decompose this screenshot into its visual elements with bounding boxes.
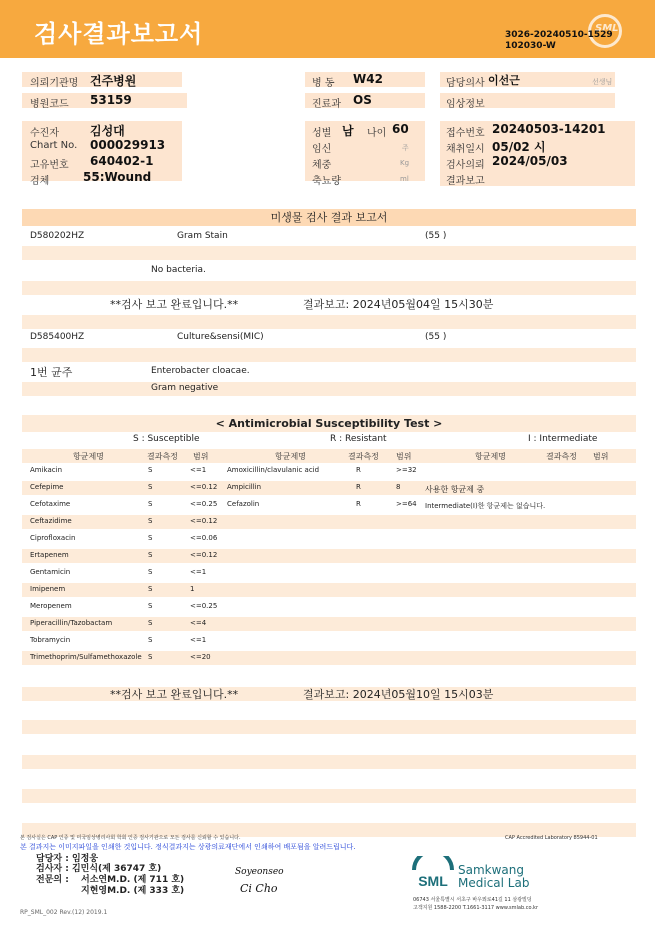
urine-label: 축뇨량 (312, 176, 341, 187)
ast-drug: Piperacillin/Tazobactam (30, 619, 113, 627)
receipt-label: 접수번호 (446, 128, 485, 139)
ast-drug: Gentamicin (30, 568, 71, 576)
signature-1: Soyeonseo (235, 867, 284, 877)
ast-mic: >=64 (396, 500, 417, 508)
receipt-no: 20240503-14201 (492, 122, 606, 136)
hospital-code-label: 병원코드 (30, 99, 69, 110)
organism-gram: Gram negative (151, 383, 219, 393)
hospital-code: 53159 (90, 93, 132, 107)
ast-mic: <=0.12 (190, 483, 218, 491)
urine-unit: ml (400, 175, 409, 183)
specimen-label: 검체 (30, 176, 50, 187)
ast-result: S (148, 602, 153, 610)
ast-result: S (148, 534, 153, 542)
ast-mic: <=1 (190, 568, 207, 576)
ast-mic: <=0.12 (190, 517, 218, 525)
col-result-3: 결과측정 (546, 452, 577, 461)
cap-note: 본 검사실은 CAP 인증 및 미국임상병리사회 학회 인증 검사기관으로 모든 검사를 신뢰할 수 있습니다. (20, 835, 241, 841)
dept: OS (353, 93, 372, 107)
col-range-2: 범위 (396, 452, 412, 461)
ast-mic: <=0.06 (190, 534, 218, 542)
ast-result: S (148, 568, 153, 576)
col-drug-1: 항균제명 (73, 452, 104, 461)
sml-logo-text: SML (418, 873, 448, 889)
collect-label: 채취일시 (446, 144, 485, 155)
specimen: 55:Wound (83, 170, 152, 184)
chart-no: 000029913 (90, 138, 166, 152)
ast-drug: Cefazolin (227, 500, 260, 508)
patient-label: 수진자 (30, 128, 59, 139)
ast-result: R (356, 500, 361, 508)
test1-name: Gram Stain (177, 231, 228, 241)
organism-label: 1번 균주 (30, 366, 73, 379)
form-code: RP_SML_002 Rev.(12) 2019.1 (20, 909, 108, 916)
reviewer: 담당자 : 임정웅 (36, 854, 99, 864)
specialist-2: 지현영M.D. (제 333 호) (81, 886, 185, 896)
test2-code: D585400HZ (30, 332, 85, 342)
ast-result: S (148, 585, 153, 593)
ast-result: S (148, 653, 153, 661)
ast-result: S (148, 551, 153, 559)
ast-result: S (148, 483, 153, 491)
hospital-name: 건주병원 (90, 74, 137, 88)
ward-label: 병 동 (312, 78, 335, 89)
dept-label: 진료과 (312, 99, 341, 110)
pregnancy-unit: 주 (402, 144, 409, 152)
sex: 남 (342, 124, 354, 138)
legend-resistant: R : Resistant (330, 434, 387, 444)
test1-result: No bacteria. (151, 265, 206, 275)
ast-drug: Amikacin (30, 466, 63, 474)
ast-mic: 1 (190, 585, 195, 593)
col-range-3: 범위 (593, 452, 609, 461)
request-date: 2024/05/03 (492, 154, 568, 168)
ast-note-2: Intermediate(I)한 항균제는 없습니다. (425, 502, 546, 510)
report-label: 결과보고 (446, 176, 485, 187)
tester: 검사자 : 김민식(제 36747 호) (36, 864, 162, 874)
col-drug-3: 항균제명 (475, 452, 506, 461)
ast-drug: Trimethoprim/Sulfamethoxazole (30, 653, 142, 661)
ast-drug: Ceftazidime (30, 517, 72, 525)
pregnancy-label: 임신 (312, 144, 332, 155)
ast-result: S (148, 619, 153, 627)
blue-note: 본 결과지는 이미지파일을 인쇄한 것입니다. 정식결과지는 상광의료재단에서 인쇄하여 배포됨을 알려드립니다. (20, 843, 356, 851)
ast-drug: Tobramycin (30, 636, 71, 644)
ast-title-bar: < Antimicrobial Susceptibility Test > (22, 415, 636, 432)
test2-specimen: (55 ) (425, 332, 447, 342)
complete-text-1: **검사 보고 완료입니다.** (110, 298, 239, 311)
hospital-label: 의뢰기관명 (30, 78, 79, 89)
organism-name: Enterobacter cloacae. (151, 366, 250, 376)
sml-logo-watermark: SML (588, 14, 622, 48)
lab-name: Samkwang Medical Lab (458, 863, 530, 890)
complete-text-2: **검사 보고 완료입니다.** (110, 688, 239, 701)
ast-drug: Cefepime (30, 483, 64, 491)
test1-code: D580202HZ (30, 231, 85, 241)
ast-mic: <=0.25 (190, 500, 218, 508)
ast-drug: Cefotaxime (30, 500, 71, 508)
ast-drug: Ampicillin (227, 483, 262, 491)
lab-address: 06743 서울특별시 서초구 바우뫼로41길 11 삼광빌딩 (413, 897, 532, 903)
chart-label: Chart No. (30, 140, 78, 151)
specialist-1: 서소연M.D. (제 711 호) (81, 875, 185, 885)
weight-label: 체중 (312, 160, 332, 171)
ast-mic: 8 (396, 483, 401, 491)
age: 60 (392, 122, 409, 136)
unique-no: 640402-1 (90, 154, 154, 168)
ast-mic: <=0.25 (190, 602, 218, 610)
ast-result: R (356, 483, 361, 491)
patient-name: 김성대 (90, 124, 125, 138)
test1-specimen: (55 ) (425, 231, 447, 241)
report-title: 검사결과보고서 (34, 20, 204, 48)
clinical-info-label: 임상정보 (446, 99, 485, 110)
ast-mic: <=0.12 (190, 551, 218, 559)
col-result-1: 결과측정 (147, 452, 178, 461)
sml-logo-icon (410, 856, 456, 896)
signature-2: Ci Cho (240, 882, 278, 895)
report-time-1: 결과보고: 2024년05월04일 15시30분 (303, 298, 494, 311)
report-id: 3026-20240510-1529 102030-W (505, 30, 613, 51)
report-time-2: 결과보고: 2024년05월10일 15시03분 (303, 688, 494, 701)
cap-line: CAP Accredited Laboratory 85944-01 (505, 835, 598, 841)
ast-result: R (356, 466, 361, 474)
ast-drug: Amoxicillin/clavulanic acid (227, 466, 320, 474)
ward: W42 (353, 72, 383, 86)
ast-drug: Imipenem (30, 585, 66, 593)
ast-mic: <=4 (190, 619, 207, 627)
col-drug-2: 항균제명 (275, 452, 306, 461)
age-label: 나이 (367, 128, 387, 139)
micro-section-title: 미생물 검사 결과 보고서 (22, 209, 636, 226)
weight-unit: Kg (400, 159, 410, 167)
ast-result: S (148, 500, 153, 508)
ast-mic: <=1 (190, 636, 207, 644)
collect-time: 05/02 시 (492, 140, 546, 154)
specialist-label: 전문의 : (36, 875, 69, 885)
ast-result: S (148, 636, 153, 644)
lab-contact: 고객지원 1588-2200 T.1661-3117 www.smlab.co.kr (413, 905, 538, 911)
unique-label: 고유번호 (30, 160, 69, 171)
ast-drug: Ciprofloxacin (30, 534, 76, 542)
sex-label: 성별 (312, 128, 332, 139)
ast-drug: Ertapenem (30, 551, 69, 559)
col-result-2: 결과측정 (348, 452, 379, 461)
legend-susceptible: S : Susceptible (133, 434, 200, 444)
request-label: 검사의뢰 (446, 160, 485, 171)
ast-mic: <=20 (190, 653, 211, 661)
ast-drug: Meropenem (30, 602, 72, 610)
col-range-1: 범위 (193, 452, 209, 461)
ast-mic: >=32 (396, 466, 417, 474)
doctor-name: 이선근 (488, 74, 520, 87)
test2-name: Culture&sensi(MIC) (177, 332, 264, 342)
ast-result: S (148, 466, 153, 474)
doctor-label: 담당의사 (446, 78, 485, 89)
ast-note-1: 사용한 항균제 중 (425, 485, 485, 494)
ast-mic: <=1 (190, 466, 207, 474)
legend-intermediate: I : Intermediate (528, 434, 598, 444)
doctor-suffix: 선생님 (592, 78, 613, 86)
ast-result: S (148, 517, 153, 525)
